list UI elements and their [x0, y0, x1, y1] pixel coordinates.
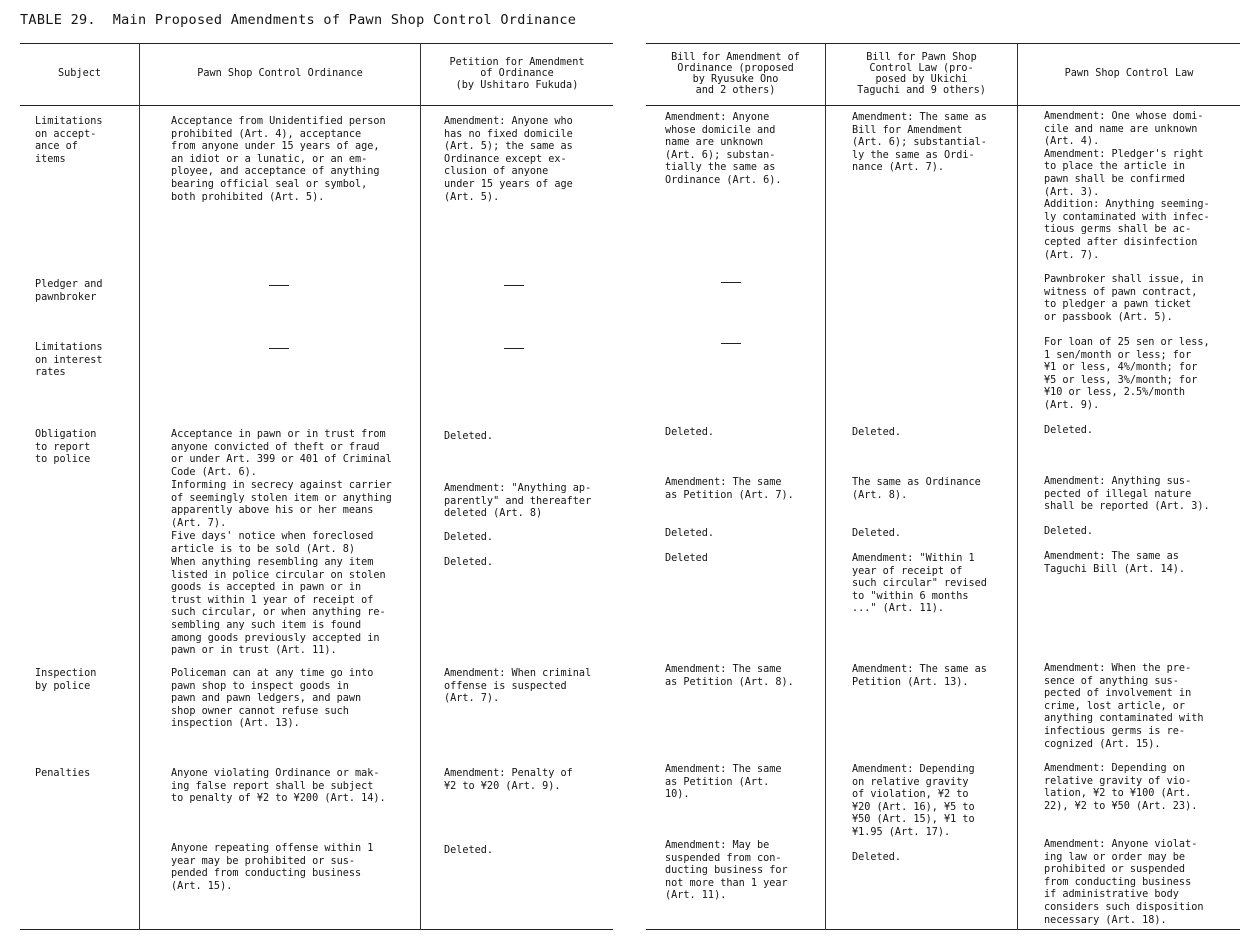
- subject-inspection: Inspection by police: [35, 668, 97, 692]
- header-rule: [646, 105, 1240, 106]
- subject-pledger: Pledger and pawnbroker: [35, 279, 103, 303]
- petition-report-3: Deleted.: [444, 532, 494, 543]
- ono-bill-report-3: Deleted.: [665, 528, 715, 539]
- header-law: Pawn Shop Control Law: [1064, 68, 1194, 80]
- table-left-panel: [20, 43, 613, 930]
- subject-police-report: Obligation to report to police: [35, 429, 97, 466]
- ordinance-report-3: Five days' notice when foreclosed article is to be sold (Art. 8): [171, 531, 374, 555]
- empty-cell-dash: [504, 285, 524, 286]
- table-right-panel: [646, 43, 1240, 930]
- header-subject: Subject: [58, 68, 101, 80]
- taguchi-bill-report-2: The same as Ordinance (Art. 8).: [852, 477, 981, 501]
- petition-report-4: Deleted.: [444, 557, 494, 568]
- ordinance-inspection: Policeman can at any time go into pawn shop to inspect goods in pawn and pawn ledgers, and pawn shop owner cannot refuse such inspection (Art. 13).: [171, 668, 374, 730]
- ordinance-report-2: Informing in secrecy against carrier of seemingly stolen item or anything apparently above his or her means (Art. 7).: [171, 480, 392, 529]
- petition-report-2: Amendment: "Anything ap- parently" and thereafter deleted (Art. 8): [444, 483, 592, 520]
- bottom-rule: [20, 929, 613, 930]
- law-penalty-1: Amendment: Depending on relative gravity of vio- lation, ¥2 to ¥100 (Art. 22), ¥2 to ¥50 (Art. 23).: [1044, 763, 1198, 812]
- column-divider: [1017, 43, 1018, 930]
- header-rule: [20, 105, 613, 106]
- taguchi-bill-limitations: Amendment: The same as Bill for Amendment (Art. 6); substantial- ly the same as Ordi- nance (Art. 7).: [852, 112, 987, 174]
- law-limitations: Amendment: One whose domi- cile and name are unknown (Art. 4). Amendment: Pledger's right to place the article in pawn shall be confirmed (Art. 3). Addition: Anything seeming- ly contaminated with infec- tious germs shall be ac- cepted after disinfection (Art. 7).: [1044, 111, 1210, 261]
- ono-bill-penalty-1: Amendment: The same as Petition (Art. 10).: [665, 764, 782, 801]
- petition-limitations: Amendment: Anyone who has no fixed domicile (Art. 5); the same as Ordinance except ex- clusion of anyone under 15 years of age (Art. 5).: [444, 116, 573, 203]
- petition-penalty-1: Amendment: Penalty of ¥2 to ¥20 (Art. 9).: [444, 768, 573, 792]
- header-taguchi-bill: Bill for Pawn Shop Control Law (pro- posed by Ukichi Taguchi and 9 others): [857, 51, 986, 97]
- taguchi-bill-inspection: Amendment: The same as Petition (Art. 13).: [852, 664, 987, 688]
- column-divider: [420, 43, 421, 930]
- law-report-4: Amendment: The same as Taguchi Bill (Art. 14).: [1044, 551, 1186, 575]
- ono-bill-report-2: Amendment: The same as Petition (Art. 7).: [665, 477, 794, 501]
- taguchi-bill-penalty-2: Deleted.: [852, 852, 902, 863]
- taguchi-bill-report-1: Deleted.: [852, 427, 902, 438]
- law-interest: For loan of 25 sen or less, 1 sen/month or less; for ¥1 or less, 4%/month; for ¥5 or less, 3%/month; for ¥10 or less, 2.5%/month (Art. 9).: [1044, 337, 1210, 411]
- law-report-3: Deleted.: [1044, 526, 1094, 537]
- petition-penalty-2: Deleted.: [444, 845, 494, 856]
- empty-cell-dash: [504, 348, 524, 349]
- ono-bill-inspection: Amendment: The same as Petition (Art. 8).: [665, 664, 794, 688]
- empty-cell-dash: [721, 282, 741, 283]
- header-ono-bill: Bill for Amendment of Ordinance (proposed by Ryusuke Ono and 2 others): [671, 51, 800, 97]
- law-pledger: Pawnbroker shall issue, in witness of pawn contract, to pledger a pawn ticket or passbook (Art. 5).: [1044, 274, 1204, 323]
- empty-cell-dash: [269, 285, 289, 286]
- ordinance-penalty-1: Anyone violating Ordinance or mak- ing false report shall be subject to penalty of ¥2 to ¥200 (Art. 14).: [171, 768, 386, 805]
- ordinance-limitations: Acceptance from Unidentified person prohibited (Art. 4), acceptance from anyone under 15 years of age, an idiot or a lunatic, or an em- ployee, and acceptance of anything bearing official seal or symbol, both prohibited (Art. 5).: [171, 116, 386, 203]
- subject-interest: Limitations on interest rates: [35, 342, 103, 379]
- subject-penalties: Penalties: [35, 768, 91, 779]
- taguchi-bill-report-3: Deleted.: [852, 528, 902, 539]
- taguchi-bill-report-4: Amendment: "Within 1 year of receipt of such circular" revised to "within 6 months ..." (Art. 11).: [852, 553, 987, 615]
- header-petition: Petition for Amendment of Ordinance (by Ushitaro Fukuda): [449, 57, 585, 91]
- page-title: TABLE 29. Main Proposed Amendments of Pawn Shop Control Ordinance: [20, 12, 577, 28]
- header-ordinance: Pawn Shop Control Ordinance: [197, 68, 363, 80]
- column-divider: [139, 43, 140, 930]
- ono-bill-limitations: Amendment: Anyone whose domicile and name are unknown (Art. 6); substan- tially the same as Ordinance (Art. 6).: [665, 112, 782, 186]
- ordinance-penalty-2: Anyone repeating offense within 1 year may be prohibited or sus- pended from conducting business (Art. 15).: [171, 843, 374, 892]
- ordinance-report-4: When anything resembling any item listed in police circular on stolen goods is accepted in pawn or in trust within 1 year of receipt of such circular, or when anything re- sembling any such item is found among goods previously accepted in pawn or in trust (Art. 11).: [171, 557, 386, 657]
- petition-report-1: Deleted.: [444, 431, 494, 442]
- empty-cell-dash: [721, 343, 741, 344]
- column-divider: [825, 43, 826, 930]
- law-penalty-2: Amendment: Anyone violat- ing law or order may be prohibited or suspended from conducting business if administrative body considers such disposition necessary (Art. 18).: [1044, 839, 1204, 926]
- petition-inspection: Amendment: When criminal offense is suspected (Art. 7).: [444, 668, 592, 705]
- law-report-2: Amendment: Anything sus- pected of illegal nature shall be reported (Art. 3).: [1044, 476, 1210, 513]
- ono-bill-report-4: Deleted: [665, 553, 708, 564]
- ordinance-report-1: Acceptance in pawn or in trust from anyone convicted of theft or fraud or under Art. 399 or 401 of Criminal Code (Art. 6).: [171, 429, 392, 478]
- ono-bill-penalty-2: Amendment: May be suspended from con- ducting business for not more than 1 year (Art. 11).: [665, 840, 788, 902]
- law-report-1: Deleted.: [1044, 425, 1094, 436]
- law-inspection: Amendment: When the pre- sence of anything sus- pected of involvement in crime, lost article, or anything contaminated with infectious germs is re- cognized (Art. 15).: [1044, 663, 1204, 750]
- ono-bill-report-1: Deleted.: [665, 427, 715, 438]
- empty-cell-dash: [269, 348, 289, 349]
- bottom-rule: [646, 929, 1240, 930]
- taguchi-bill-penalty-1: Amendment: Depending on relative gravity of violation, ¥2 to ¥20 (Art. 16), ¥5 to ¥50 (Art. 15), ¥1 to ¥1.95 (Art. 17).: [852, 764, 975, 838]
- subject-limitations-items: Limitations on accept- ance of items: [35, 116, 103, 165]
